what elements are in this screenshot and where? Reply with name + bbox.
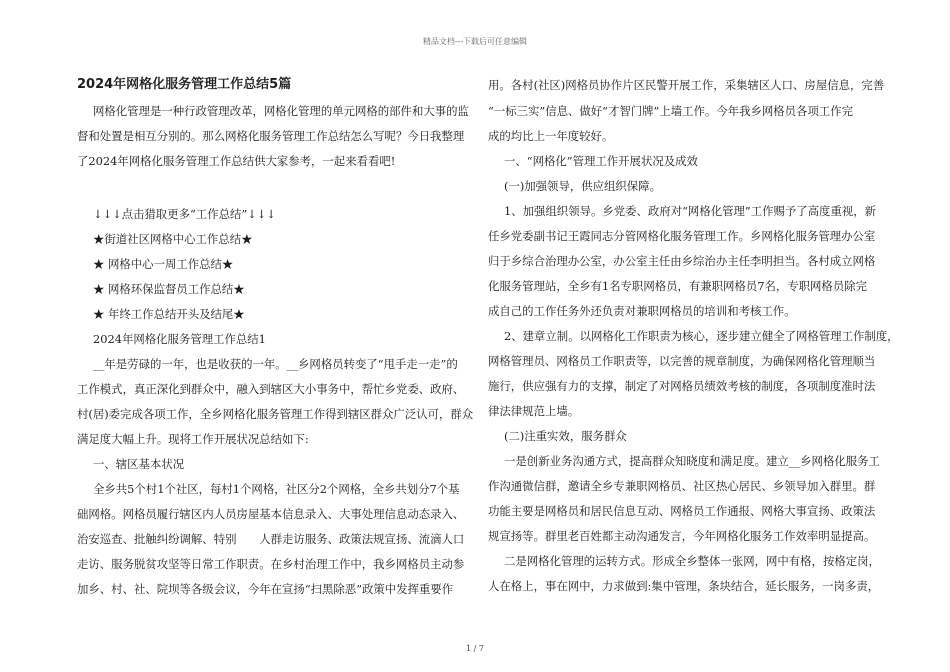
text-line: 施行，供应强有力的支撑，制定了对网格员绩效考核的制度，各项制度准时法	[488, 379, 876, 393]
section-heading: 2024年网格化服务管理工作总结1	[93, 332, 266, 346]
text-line: 走访、服务脱贫攻坚等日常工作职责。在乡村治理工作中，我乡网格员主动参	[77, 557, 465, 571]
section-heading: 一、“网格化”管理工作开展状况及成效	[504, 154, 698, 168]
text-line: 成自己的工作任务外还负责对兼职网格员的培训和考核工作。	[488, 304, 796, 318]
text-line: 督和处置是相互分别的。那么网格化服务管理工作总结怎么写呢？今日我整理	[77, 129, 465, 143]
text-line: 用。各村(社区)网格员协作片区民警开展工作，采集辖区人口、房屋信息，完善	[488, 78, 885, 92]
text-line: 2、建章立制。以网格化工作职责为核心，逐步建立健全了网格管理工作制度，	[504, 329, 899, 343]
text-line: 一是创新业务沟通方式，提高群众知晓度和满足度。建立__乡网格化服务工	[504, 454, 880, 468]
text-line: 网格管理员、网格员工作职责等，以完善的规章制度，为确保网格化管理顺当	[488, 354, 876, 368]
page-header-note: 精品文档---下载后可任意编辑	[422, 37, 528, 46]
text-line: 作沟通微信群，邀请全乡专兼职网格员、社区热心居民、乡领导加入群里。群	[488, 479, 876, 493]
text-line: 归于乡综合治理办公室，办公室主任由乡综治办主任李明担当。各村成立网格	[488, 254, 876, 268]
text-line: __年是劳碌的一年，也是收获的一年。__乡网格员转变了“甩手走一走”的	[93, 357, 458, 371]
document-title: 2024年网格化服务管理工作总结5篇	[77, 77, 292, 92]
text-line: 满足度大幅上升。现将工作开展状况总结如下:	[77, 432, 309, 446]
text-line: 任乡党委副书记王霞同志分管网格化服务管理工作。乡网格化服务管理办公室	[488, 229, 876, 243]
related-article-link[interactable]: ★ 年终工作总结开头及结尾★	[93, 307, 245, 321]
section-heading: (二)注重实效，服务群众	[504, 429, 627, 443]
text-line: 村(居)委完成各项工作，全乡网格化服务管理工作得到辖区群众广泛认可，群众	[77, 407, 474, 421]
text-line: 规宣扬等。群里老百姓都主动沟通发言，今年网格化服务工作效率明显提高。	[488, 529, 876, 543]
more-summaries-link[interactable]: ↓↓↓点击猎取更多“工作总结”↓↓↓	[93, 207, 276, 221]
text-line: 加乡、村、社、院坝等各级会议，今年在宣扬“扫黑除恶”政策中发挥重要作	[77, 582, 454, 596]
text-line: 功能主要是网格员和居民信息互动、网格员工作通报、网格大事宣扬、政策法	[488, 504, 876, 518]
related-article-link[interactable]: ★街道社区网格中心工作总结★	[93, 232, 253, 246]
text-line: 成的均比上一年度较好。	[488, 129, 614, 143]
text-line: 二是网格化管理的运转方式。形成全乡整体一张网，网中有格，按格定岗，	[504, 554, 880, 568]
section-heading: (一)加强领导，供应组织保障。	[504, 179, 661, 193]
related-article-link[interactable]: ★ 网格中心一周工作总结★	[93, 257, 234, 271]
related-article-link[interactable]: ★ 网格环保监督员工作总结★	[93, 282, 245, 296]
text-line: 全乡共5个村1个社区，每村1个网格，社区分2个网格，全乡共划分7个基	[93, 482, 460, 496]
text-line: “一标三实”信息、做好“才智门牌”上墙工作。今年我乡网格员各项工作完	[488, 104, 854, 118]
text-line: 网格化管理是一种行政管理改革，网格化管理的单元网格的部件和大事的监	[93, 104, 469, 118]
text-line: 了2024年网格化服务管理工作总结供大家参考，一起来看看吧!	[77, 154, 396, 168]
text-line: 础网格。网格员履行辖区内人员房屋基本信息录入、大事处理信息动态录入、	[77, 507, 465, 521]
text-line: 律法律规范上墙。	[488, 404, 580, 418]
text-line: 工作模式，真正深化到群众中，融入到辖区大小事务中，帮忙乡党委、政府、	[77, 382, 465, 396]
text-line: 化服务管理站，全乡有1名专职网格员，有兼职网格员7名，专职网格员除完	[488, 279, 867, 293]
text-line: 治安巡查、批触纠纷调解、特别 人群走访服务、政策法规宣扬、流滴人口	[77, 532, 465, 546]
text-line: 人在格上，事在网中，力求做到:集中管理，条块结合，延长服务，一岗多责，	[488, 579, 880, 593]
text-line: 1、加强组织领导。乡党委、政府对“网格化管理”工作赐予了高度重视，新	[504, 204, 877, 218]
page-number: 1 / 7	[466, 644, 484, 653]
section-heading: 一、辖区基本状况	[93, 457, 185, 471]
